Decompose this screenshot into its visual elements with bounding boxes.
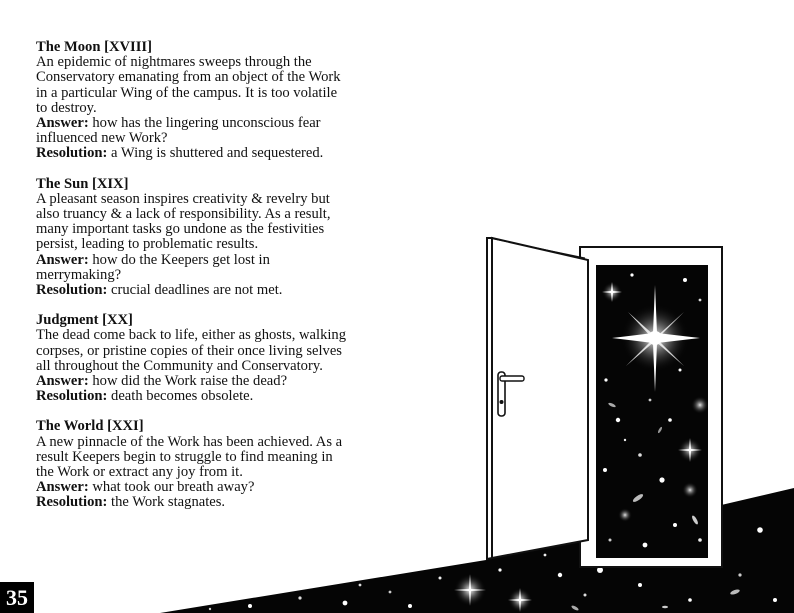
answer-label: Answer:: [36, 251, 89, 268]
entry-body: A pleasant season inspires creativity & revelry but also truancy & a lack of responsibility. As a result, many important tasks go undone as the festivities persist, leading to problematic results.: [36, 190, 331, 253]
resolution-text: a Wing is shuttered and sequestered.: [111, 145, 324, 162]
answer-label: Answer:: [36, 373, 89, 390]
answer-text: what took our breath away?: [92, 479, 255, 496]
entry-body: A new pinnacle of the Work has been achieved. As a result Keepers begin to struggle to find meaning in the Work or extract any joy from it.: [36, 433, 343, 481]
entry-title: The World [XXI]: [36, 418, 144, 435]
entry-title: The Moon [XVIII]: [36, 39, 152, 55]
door-leaf: [492, 238, 588, 558]
resolution-text: death becomes obsolete.: [111, 388, 254, 405]
resolution-label: Resolution:: [36, 494, 108, 511]
resolution-text: crucial deadlines are not met.: [111, 282, 283, 299]
resolution-label: Resolution:: [36, 388, 108, 405]
resolution-label: Resolution:: [36, 145, 108, 162]
page-number: 35: [0, 582, 34, 613]
answer-text: how do the Keepers get lost in merrymaking?: [36, 251, 270, 283]
entry-body: The dead come back to life, either as ghosts, walking corpses, or pristine copies of their once living selves all throughout the Community and Conservatory.: [36, 327, 347, 374]
entry-title: The Sun [XIX]: [36, 175, 129, 192]
entry-body: An epidemic of nightmares sweeps through the Conservatory emanating from an object of the Work in a particular Wing of the campus. It is too volatile to destroy.: [36, 54, 341, 116]
answer-label: Answer:: [36, 479, 89, 496]
answer-text: how did the Work raise the dead?: [92, 373, 288, 390]
answer-label: Answer:: [36, 115, 89, 132]
resolution-text: the Work stagnates.: [111, 494, 226, 511]
answer-text: how has the lingering unconscious fear influenced new Work?: [36, 115, 321, 147]
entry-title: Judgment [XX]: [36, 312, 133, 329]
resolution-label: Resolution:: [36, 282, 108, 299]
